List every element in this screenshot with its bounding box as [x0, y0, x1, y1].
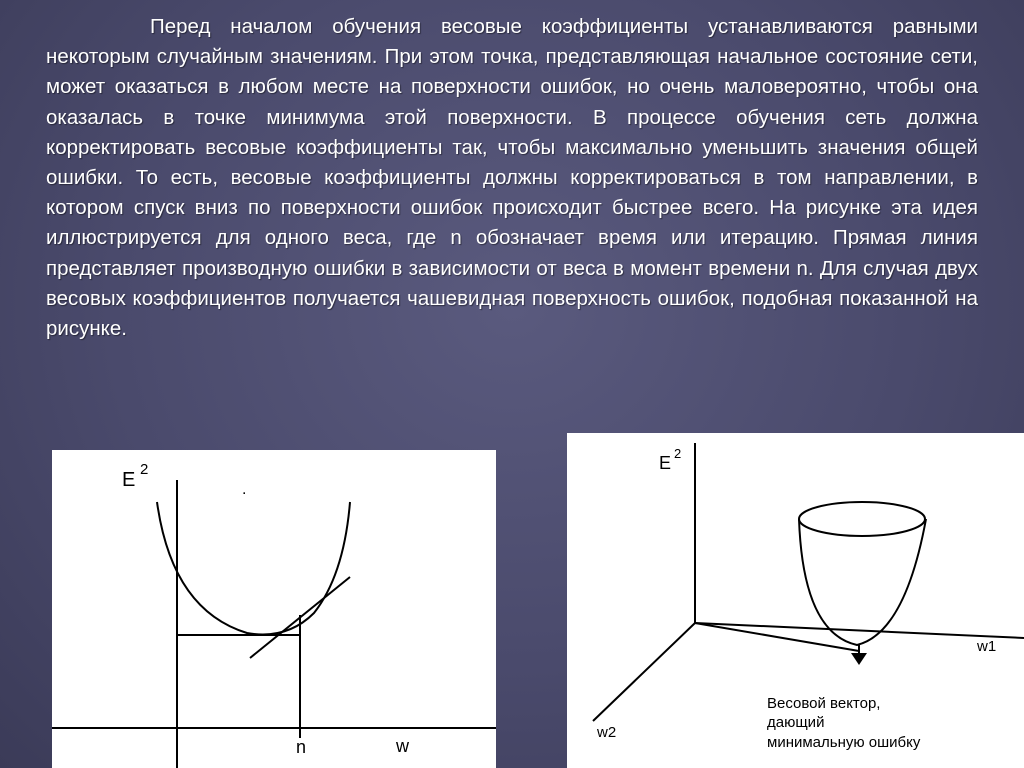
error-surface-figure	[567, 433, 1024, 768]
error-surface-svg	[567, 433, 1024, 768]
stray-dot: .	[242, 481, 247, 498]
annotation-line-2: дающий	[767, 714, 825, 731]
bowl-rim	[799, 502, 925, 536]
bowl-sides	[799, 519, 926, 645]
w2-axis	[593, 623, 695, 721]
w1-label: w1	[977, 638, 997, 655]
body-paragraph: Перед началом обучения весовые коэффициенты устанавливаются равными некоторым случайным значениям. При этом точка, представляющая начальное состояние сети, может оказаться в любом месте на поверхности ошибок, но очень маловероятно, чтобы она оказалась в точке минимума этой поверхности. В процессе обучения сеть должна корректировать весовые коэффициенты так, чтобы максимально уменьшить значения общей ошибки. То есть, весовые коэффициенты должны корректироваться в том направлении, в котором спуск вниз по поверхности ошибок происходит быстрее всего. На рисунке эта идея иллюстрируется для одного веса, где n обозначает время или итерацию. Прямая линия представляет производную ошибки в зависимости от веса в момент времени n. Для случая двух весовых коэффициентов получается чашевидная поверхность ошибок, подобная показанной на рисунке.	[46, 15, 978, 341]
annotation-line-1: Весовой вектор,	[767, 695, 881, 712]
min-arrowhead	[851, 653, 867, 665]
x-marker-label-n: n	[296, 737, 307, 757]
annotation-line-3: минимальную ошибку	[767, 734, 921, 751]
y-axis-label: E	[122, 469, 136, 491]
error-curve-svg	[52, 450, 496, 768]
error-curve-figure	[52, 450, 496, 768]
z-axis-exponent: 2	[674, 446, 682, 461]
error-curve	[157, 502, 350, 634]
w2-label: w2	[597, 724, 617, 741]
z-axis-label: E	[659, 453, 672, 473]
y-axis-exponent: 2	[140, 461, 149, 478]
x-axis-label-w: w	[396, 736, 409, 756]
